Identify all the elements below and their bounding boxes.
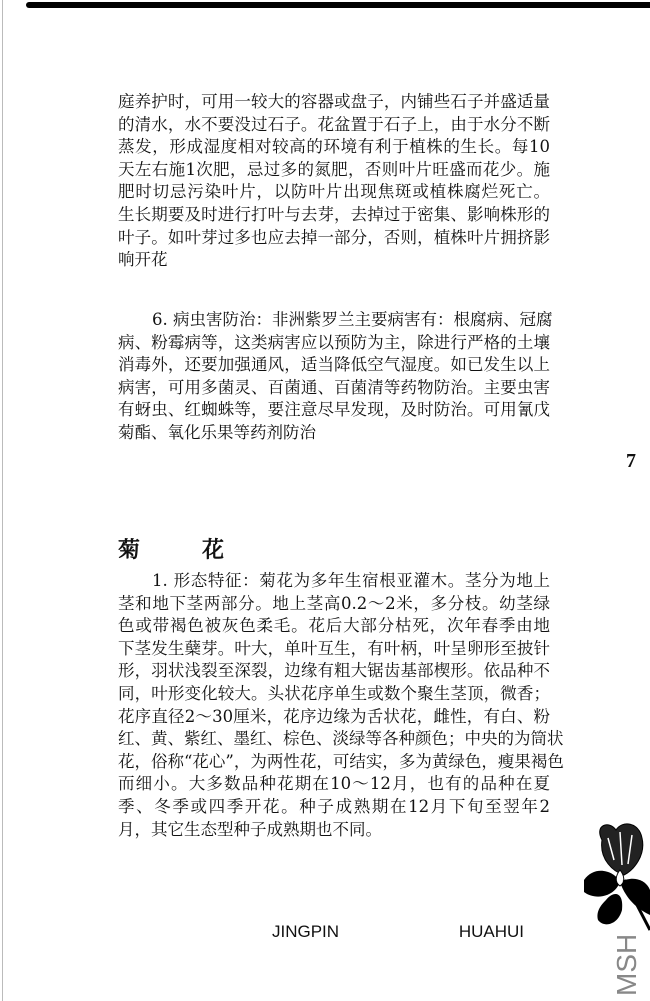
text-line: 下茎发生蘖芽。叶大，单叶互生，有叶柄，叶呈卵形至披针 [118,638,550,658]
text-line: 红、黄、紫红、墨红、棕色、淡绿等各种颜色；中央的为筒状 [118,729,564,749]
paragraph-morphology [118,570,564,841]
text-line: 同，叶形变化较大。头状花序单生或数个聚生茎顶，微香； [118,683,550,703]
text-line: 消毒外，还要加强通风，适当降低空气湿度。如已发生以上 [118,355,550,375]
text-line: 生长期要及时进行打叶与去芽，去掉过于密集、影响株形的 [118,204,550,224]
text-line: 天左右施1次肥，忌过多的氮肥，否则叶片旺盛而花少。施 [118,159,550,179]
text-line: 的清水，水不要没过石子。花盆置于石子上，由于水分不断 [118,114,550,134]
text-line: 而细小。大多数品种花期在10～12月，也有的品种在夏 [118,774,550,794]
text-line: 色或带褐色被灰色柔毛。花后大部分枯死，次年春季由地 [118,616,550,636]
text-line: 菊酯、氧化乐果等药剂防治 [118,422,316,442]
text-line: 蒸发，形成湿度相对较高的环境有利于植株的生长。每10 [118,137,550,157]
header-rule [26,2,650,8]
text-line: 病、粉霉病等，这类病害应以预防为主，除进行严格的土壤 [118,332,550,352]
text-line: 1. 形态特征：菊花为多年生宿根亚灌木。茎分为地上 [152,571,550,590]
text-line: 季、冬季或四季开花。种子成熟期在12月下旬至翌年2 [118,796,550,816]
text-line: 形，羽状浅裂至深裂，边缘有粗大锯齿基部楔形。依品种不 [118,661,550,681]
text-line: 肥时切忌污染叶片，以防叶片出现焦斑或植株腐烂死亡。 [118,182,550,202]
scan-edge [2,0,3,1001]
watermark: MSH [611,933,642,996]
text-line: 响开花 [118,250,168,270]
text-line: 花，俗称“花心”，为两性花，可结实，多为黄绿色，瘦果褐色 [118,751,564,771]
text-line: 茎和地下茎两部分。地上茎高0.2～2米，多分枝。幼茎绿 [118,593,550,613]
flower-illustration-icon [584,820,650,950]
paragraph-care [118,91,550,272]
text-line: 病害，可用多菌灵、百菌通、百菌清等药物防治。主要虫害 [118,377,550,397]
text-line: 叶子。如叶芽过多也应去掉一部分，否则，植株叶片拥挤影 [118,227,550,247]
text-line: 花序直径2～30厘米，花序边缘为舌状花，雌性，有白、粉 [118,706,550,726]
page-number: 7 [626,450,636,472]
text-line: 6. 病虫害防治：非洲紫罗兰主要病害有：根腐病、冠腐 [152,310,553,329]
paragraph-pests [118,309,553,445]
text-line: 月，其它生态型种子成熟期也不同。 [118,819,382,839]
footer-title: JINGPIN HUAHUI [272,922,524,941]
text-line: 庭养护时，可用一较大的容器或盘子，内铺些石子并盛适量 [118,92,550,111]
section-title: 菊 花 [118,538,245,563]
text-line: 有蚜虫、红蜘蛛等，要注意尽早发现，及时防治。可用氰戊 [118,400,550,420]
